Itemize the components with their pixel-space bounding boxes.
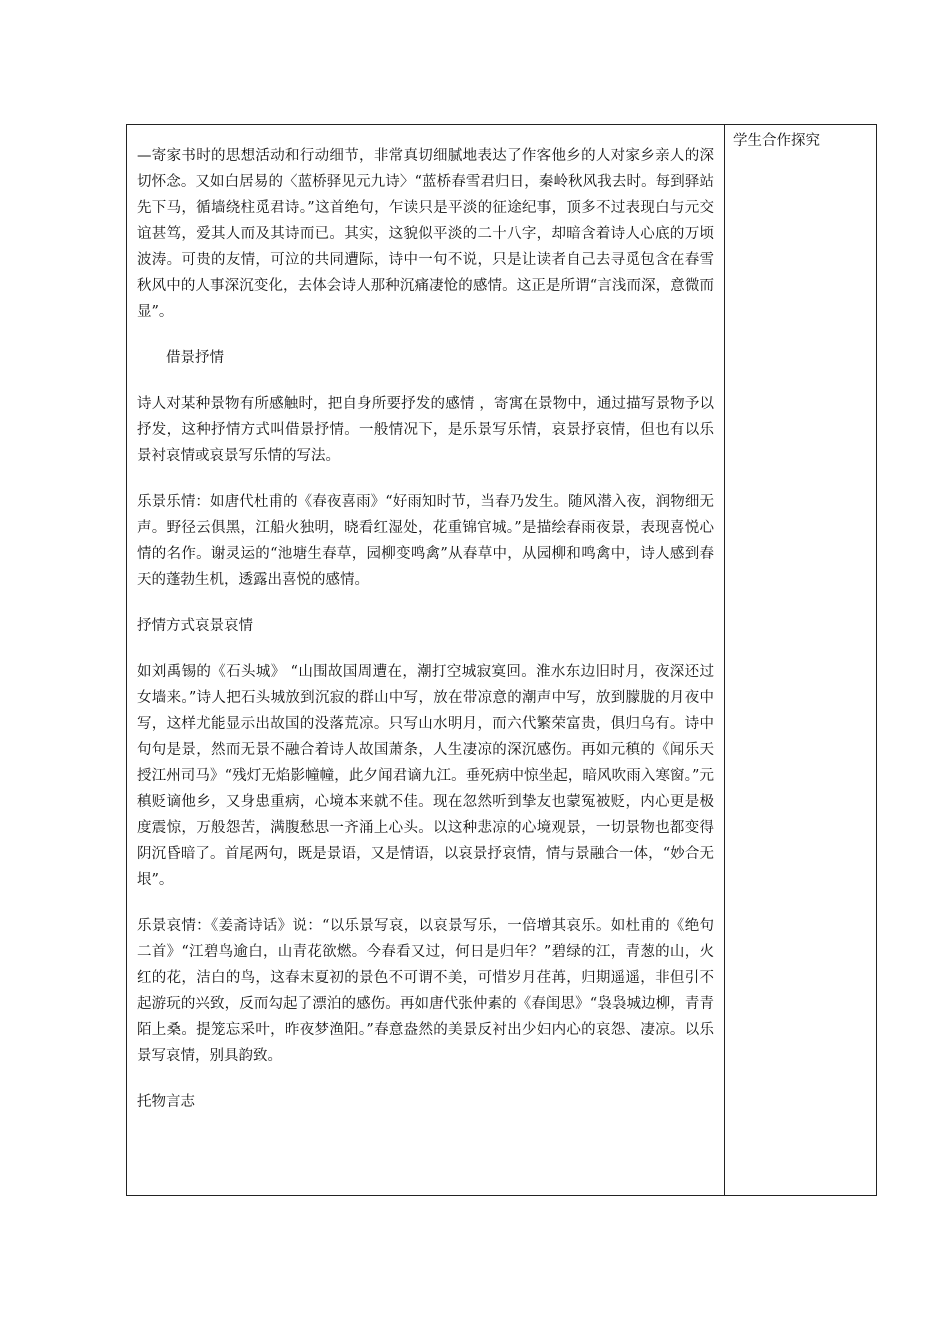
paragraph-intro-continuation: —寄家书时的思想活动和行动细节，非常真切细腻地表达了作客他乡的人对家乡亲人的深切怀念。又如白居易的〈蓝桥驿见元九诗〉“蓝桥春雪君归日，秦岭秋风我去时。每到驿站先下马，循墙绕柱觅君诗。”这首绝句，乍读只是平淡的征途纪事，顶多不过表现白与元交谊甚笃，爱其人而及其诗而已。其实，这貌似平淡的二十八字，却暗含着诗人心底的万顷波涛。可贵的友情，可泣的共同遭际，诗中一句不说，只是让读者自己去寻觅包含在春雪秋风中的人事深沉变化，去体会诗人那种沉痛凄怆的感情。这正是所谓“言浅而深，意微而显”。 bbox=[137, 148, 714, 320]
section-heading-scene-emotion: 借景抒情 bbox=[166, 350, 224, 366]
side-column bbox=[725, 125, 876, 1195]
main-content-column bbox=[127, 125, 725, 1195]
lesson-table bbox=[126, 124, 877, 1196]
paragraph-sad-scene-examples: 如刘禹锡的《石头城》 “山围故国周遭在，潮打空城寂寞回。淮水东边旧时月，夜深还过女墙来。”诗人把石头城放到沉寂的群山中写，放在带凉意的潮声中写，放到朦胧的月夜中写，这样尤能显示出故国的没落荒凉。只写山水明月，而六代繁荣富贵，俱归乌有。诗中句句是景，然而无景不融合着诗人故国萧条，人生凄凉的深沉感伤。再如元稹的《闻乐天授江州司马》“残灯无焰影幢幢，此夕闻君谪九江。垂死病中惊坐起，暗风吹雨入寒窗。”元稹贬谪他乡，又身患重病，心境本来就不佳。现在忽然听到挚友也蒙冤被贬，内心更是极度震惊，万般怨苦，满腹愁思一齐涌上心头。以这种悲凉的心境观景，一切景物也都变得阴沉昏暗了。首尾两句，既是景语，又是情语，以哀景抒哀情，情与景融合一体，“妙合无垠”。 bbox=[137, 664, 714, 888]
paragraph-happy-scene-sad-emotion: 乐景哀情：《姜斋诗话》说：“以乐景写哀，以哀景写乐，一倍增其哀乐。如杜甫的《绝句二首》“江碧鸟逾白，山青花欲燃。今春看又过，何日是归年？”碧绿的江，青葱的山，火红的花，洁白的鸟，这春末夏初的景色不可谓不美，可惜岁月荏苒，归期遥遥，非但引不起游玩的兴致，反而勾起了漂泊的感伤。再如唐代张仲素的《春闺思》“袅袅城边柳，青青陌上桑。提笼忘采叶，昨夜梦渔阳。”春意盎然的美景反衬出少妇内心的哀怨、凄凉。以乐景写哀情，别具韵致。 bbox=[137, 918, 714, 1064]
section-heading-sad-scene-sad-emotion: 抒情方式哀景哀情 bbox=[137, 618, 253, 634]
section-heading-object-aspiration: 托物言志 bbox=[137, 1094, 195, 1110]
paragraph-happy-scene-happy-emotion: 乐景乐情：如唐代杜甫的《春夜喜雨》“好雨知时节，当春乃发生。随风潜入夜，润物细无声。野径云俱黑，江船火独明，晓看红湿处，花重锦官城。”是描绘春雨夜景，表现喜悦心情的名作。谢灵运的“池塘生春草，园柳变鸣禽”从春草中，从园柳和鸣禽中，诗人感到春天的蓬勃生机，透露出喜悦的感情。 bbox=[137, 494, 714, 588]
side-column-title: 学生合作探究 bbox=[733, 133, 820, 149]
paragraph-scene-emotion-definition: 诗人对某种景物有所感触时，把自身所要抒发的感情 ，寄寓在景物中，通过描写景物予以抒发，这种抒情方式叫借景抒情。一般情况下，是乐景写乐情，哀景抒哀情，但也有以乐景衬哀情或哀景写乐情的写法。 bbox=[137, 396, 714, 464]
